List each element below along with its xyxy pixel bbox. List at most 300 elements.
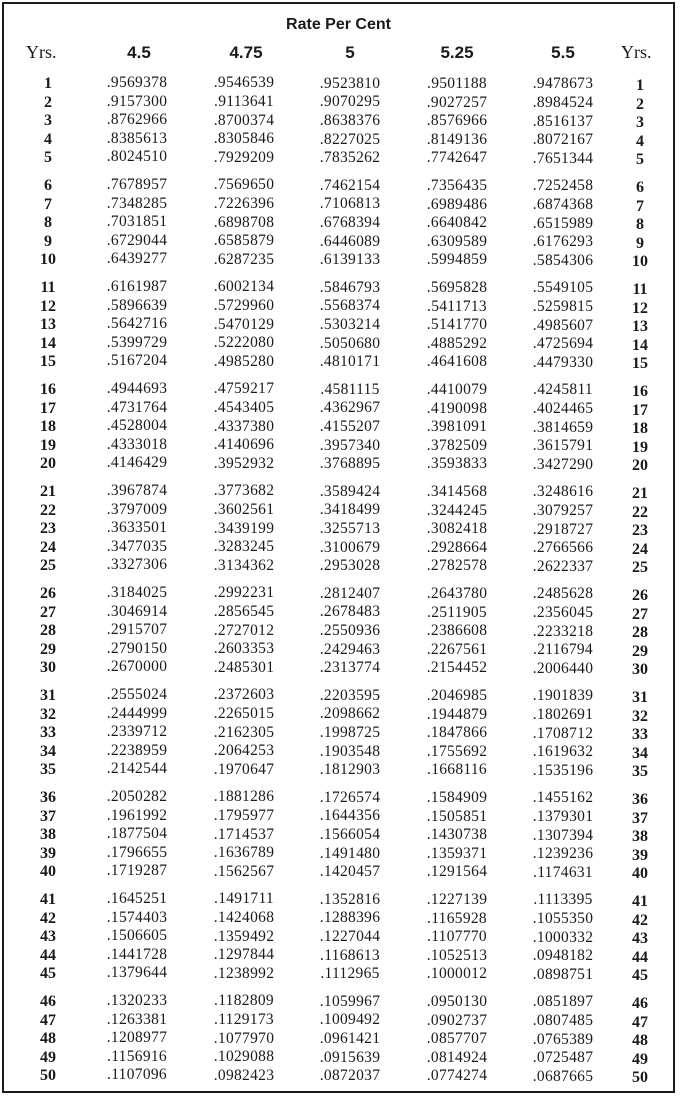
table-cell: .4725694 — [532, 335, 594, 353]
table-cell: .5259815 — [532, 298, 594, 315]
row-year-right: 16 — [632, 383, 648, 400]
table-cell: .2918727 — [532, 520, 594, 538]
row-year-right: 47 — [632, 1013, 648, 1031]
table-cell: .2953028 — [319, 557, 381, 575]
row-year-right: 6 — [636, 179, 644, 196]
row-year-left: 38 — [40, 826, 56, 844]
table-cell: .7742647 — [426, 149, 488, 167]
row-year-left: 31 — [40, 687, 56, 704]
table-cell: .1726574 — [319, 788, 381, 806]
table-cell: .3255713 — [319, 519, 381, 537]
row-year-right: 36 — [632, 791, 648, 808]
table-cell: .1961992 — [106, 806, 168, 824]
table-cell: .6161987 — [106, 278, 168, 295]
table-cell: .1574403 — [106, 908, 168, 926]
table-cell: .4333018 — [106, 435, 168, 453]
table-cell: .2050282 — [106, 788, 168, 805]
row-year-right: 38 — [632, 828, 648, 846]
table-cell: .0982423 — [213, 1066, 275, 1084]
table-cell: .2006440 — [532, 659, 594, 677]
table-cell: .8762966 — [106, 111, 168, 129]
table-cell: .9157300 — [106, 92, 168, 110]
table-cell: .8305846 — [213, 130, 275, 148]
table-cell: .1320233 — [106, 992, 168, 1009]
table-cell: .1107096 — [107, 1066, 167, 1084]
row-year-left: 32 — [40, 705, 56, 723]
table-cell: .5303214 — [319, 315, 381, 333]
table-title: Rate Per Cent — [286, 16, 391, 33]
table-cell: .1239236 — [532, 845, 594, 863]
table-cell: .4985607 — [532, 316, 594, 334]
row-year-left: 36 — [40, 789, 56, 806]
row-year-right: 33 — [632, 726, 648, 744]
table-cell: .7929209 — [213, 148, 275, 166]
table-cell: .4985280 — [213, 352, 275, 370]
row-year-left: 20 — [40, 455, 56, 473]
table-cell: .2727012 — [213, 621, 275, 639]
table-cell: .6640842 — [426, 214, 488, 232]
table-cell: .1307394 — [532, 826, 594, 844]
row-year-right: 37 — [632, 809, 648, 827]
table-cell: .6874368 — [532, 196, 594, 213]
table-cell: .0814924 — [426, 1048, 488, 1066]
row-year-right: 45 — [632, 967, 648, 985]
table-cell: .1944879 — [426, 705, 488, 723]
row-year-right: 27 — [632, 605, 648, 623]
row-year-left: 34 — [40, 742, 56, 760]
table-cell: .1491711 — [214, 890, 274, 908]
row-year-right: 18 — [632, 420, 648, 438]
table-cell: .0950130 — [426, 993, 488, 1011]
row-year-right: 46 — [632, 995, 648, 1012]
table-cell: .3814659 — [532, 418, 594, 436]
table-cell: .0807485 — [532, 1012, 594, 1029]
table-cell: .2154452 — [426, 659, 488, 677]
table-cell: .1998725 — [319, 723, 381, 741]
row-year-right: 7 — [636, 197, 644, 215]
table-cell: .6002134 — [213, 278, 275, 296]
table-cell: .7462154 — [319, 176, 381, 194]
table-cell: .1644356 — [319, 807, 381, 825]
table-cell: .5549105 — [532, 279, 594, 297]
table-cell: .2064253 — [213, 742, 275, 760]
table-cell: .1174631 — [533, 863, 593, 881]
table-cell: .7106813 — [319, 195, 381, 213]
table-cell: .1379644 — [106, 964, 168, 982]
table-cell: .1000332 — [532, 928, 594, 946]
table-cell: .1059967 — [319, 992, 381, 1010]
row-year-right: 24 — [632, 540, 648, 558]
row-year-right: 48 — [632, 1032, 648, 1050]
table-cell: .2203595 — [319, 686, 381, 704]
row-year-left: 13 — [40, 316, 56, 334]
table-cell: .6768394 — [319, 213, 381, 231]
table-cell: .1112965 — [320, 965, 380, 983]
table-cell: .8227025 — [319, 130, 381, 148]
row-year-right: 1 — [636, 77, 644, 94]
table-cell: .4885292 — [426, 334, 488, 352]
table-cell: .2386608 — [426, 622, 488, 640]
table-cell: .1168613 — [320, 946, 380, 964]
table-cell: .3967874 — [106, 482, 168, 499]
row-year-left: 9 — [44, 232, 52, 250]
row-year-left: 21 — [40, 483, 56, 500]
row-year-left: 11 — [40, 279, 56, 296]
table-cell: .1535196 — [532, 761, 594, 779]
table-cell: .2238959 — [106, 741, 168, 759]
table-cell: .1719287 — [106, 862, 168, 880]
table-cell: .5846793 — [319, 278, 381, 296]
table-cell: .1455162 — [532, 789, 594, 807]
table-cell: .1645251 — [106, 890, 168, 907]
table-cell: .3957340 — [319, 436, 381, 454]
table-cell: .2766566 — [532, 539, 594, 557]
row-year-right: 29 — [632, 642, 648, 660]
row-year-right: 31 — [632, 689, 648, 706]
table-cell: .1970647 — [213, 760, 275, 778]
table-cell: .6898708 — [213, 213, 275, 231]
row-year-left: 49 — [40, 1048, 56, 1066]
table-cell: .5642716 — [106, 315, 168, 333]
table-cell: .0774274 — [426, 1067, 488, 1085]
row-year-right: 13 — [632, 318, 648, 336]
table-cell: .1506605 — [106, 927, 168, 945]
table-cell: .2313774 — [319, 659, 381, 677]
row-year-left: 5 — [44, 149, 52, 167]
table-cell: .9546539 — [213, 74, 275, 92]
row-year-left: 46 — [40, 993, 56, 1010]
table-cell: .3439199 — [213, 519, 275, 537]
table-cell: .1636789 — [213, 844, 275, 862]
table-cell: .4731764 — [106, 398, 168, 416]
table-cell: .1052513 — [426, 946, 488, 964]
table-cell: .9478673 — [532, 75, 594, 93]
row-year-right: 10 — [632, 253, 648, 271]
table-cell: .0898751 — [532, 965, 594, 983]
row-year-right: 23 — [632, 522, 648, 540]
row-year-left: 25 — [40, 557, 56, 575]
table-cell: .1424068 — [213, 908, 275, 926]
table-cell: .5141770 — [426, 316, 488, 334]
row-year-left: 7 — [44, 195, 52, 213]
table-cell: .1795977 — [213, 806, 275, 824]
row-year-left: 4 — [44, 130, 52, 148]
table-cell: .1029088 — [213, 1048, 275, 1066]
table-cell: .3797009 — [106, 500, 168, 518]
table-cell: .5854306 — [532, 251, 594, 269]
table-cell: .2372603 — [213, 686, 275, 704]
table-cell: .6989486 — [426, 195, 488, 213]
table-cell: .0725487 — [532, 1049, 594, 1067]
table-cell: .6176293 — [532, 233, 594, 251]
rate-header-5-5: 5.5 — [551, 43, 575, 62]
table-cell: .1359371 — [426, 844, 488, 862]
table-cell: .0872037 — [319, 1067, 381, 1085]
row-year-right: 41 — [632, 893, 648, 910]
table-cell: .3327306 — [106, 556, 168, 574]
table-cell: .1755692 — [426, 742, 488, 760]
years-header-left: Yrs. — [26, 42, 57, 62]
table-cell: .4024465 — [532, 400, 594, 417]
table-cell: .2790150 — [106, 639, 168, 657]
table-cell: .6309589 — [426, 232, 488, 250]
row-year-right: 28 — [632, 624, 648, 642]
table-cell: .4641608 — [426, 353, 488, 371]
table-cell: .7569650 — [213, 176, 275, 194]
table-cell: .2511905 — [427, 603, 487, 621]
table-cell: .1182809 — [214, 992, 274, 1010]
table-cell: .1903548 — [319, 742, 381, 760]
table-cell: .0687665 — [532, 1067, 594, 1085]
table-cell: .1359492 — [213, 927, 275, 945]
row-year-left: 41 — [40, 891, 56, 908]
row-year-left: 23 — [40, 520, 56, 538]
table-cell: .3782509 — [426, 436, 488, 454]
table-cell: .1420457 — [319, 863, 381, 881]
table-cell: .5470129 — [213, 315, 275, 333]
table-cell: .4410079 — [426, 381, 488, 399]
table-cell: .6515989 — [532, 214, 594, 232]
table-cell: .5222080 — [213, 334, 275, 352]
table-cell: .4362967 — [319, 399, 381, 417]
table-cell: .1000012 — [426, 965, 488, 983]
table-cell: .4944693 — [106, 380, 168, 397]
table-cell: .6446089 — [319, 232, 381, 250]
table-cell: .7651344 — [532, 149, 594, 167]
row-year-right: 19 — [632, 438, 648, 456]
table-cell: .1877504 — [106, 825, 168, 843]
row-year-left: 42 — [40, 909, 56, 927]
row-year-right: 12 — [632, 299, 648, 317]
table-cell: .1227139 — [426, 891, 488, 909]
table-cell: .9523810 — [319, 74, 381, 92]
table-cell: .8576966 — [426, 112, 488, 130]
row-year-right: 35 — [632, 763, 648, 781]
table-cell: .8700374 — [213, 111, 275, 129]
row-year-left: 18 — [40, 418, 56, 436]
table-cell: .3773682 — [213, 482, 275, 500]
table-cell: .1263381 — [106, 1010, 168, 1028]
row-year-left: 19 — [40, 436, 56, 454]
table-cell: .2485301 — [213, 658, 275, 676]
row-year-right: 39 — [632, 846, 648, 864]
table-cell: .1619632 — [532, 743, 594, 761]
row-year-left: 3 — [44, 112, 52, 130]
row-year-left: 15 — [40, 353, 56, 371]
table-cell: .2098662 — [319, 705, 381, 723]
table-cell: .7031851 — [106, 213, 168, 231]
table-cell: .2356045 — [532, 604, 594, 621]
table-cell: .3615791 — [532, 437, 594, 455]
row-year-left: 26 — [40, 585, 56, 602]
row-year-right: 43 — [632, 930, 648, 948]
row-year-left: 45 — [40, 965, 56, 983]
table-cell: .5695828 — [426, 279, 488, 297]
table-cell: .1297844 — [213, 946, 275, 964]
table-cell: .8516137 — [532, 112, 594, 130]
row-year-right: 11 — [632, 281, 648, 298]
row-year-right: 25 — [632, 559, 648, 577]
table-cell: .0915639 — [319, 1048, 381, 1066]
table-cell: .6585879 — [213, 232, 275, 250]
row-year-left: 12 — [40, 297, 56, 315]
table-cell: .9027257 — [426, 93, 488, 111]
row-year-right: 20 — [632, 457, 648, 475]
table-cell: .1238992 — [213, 964, 275, 982]
table-cell: .0948182 — [532, 947, 594, 965]
table-cell: .4190098 — [426, 399, 488, 417]
table-cell: .1812903 — [319, 761, 381, 779]
table-cell: .2444999 — [106, 704, 168, 722]
row-year-right: 5 — [636, 151, 644, 169]
table-cell: .3134362 — [213, 556, 275, 574]
table-cell: .1107770 — [427, 928, 487, 946]
table-cell: .3248616 — [532, 483, 594, 501]
table-cell: .4810171 — [319, 353, 381, 371]
table-cell: .1441728 — [106, 945, 168, 963]
row-year-right: 26 — [632, 587, 648, 604]
row-year-right: 42 — [632, 911, 648, 929]
table-cell: .4543405 — [213, 398, 275, 416]
table-cell: .9070295 — [319, 93, 381, 111]
row-year-left: 8 — [44, 214, 52, 232]
table-cell: .6439277 — [106, 250, 168, 268]
table-cell: .5399729 — [106, 333, 168, 351]
table-cell: .3768895 — [319, 455, 381, 473]
row-year-left: 30 — [40, 659, 56, 677]
table-cell: .1505851 — [426, 807, 488, 825]
table-cell: .4581115 — [320, 380, 380, 398]
row-year-right: 30 — [632, 661, 648, 679]
table-cell: .3184025 — [106, 584, 168, 601]
table-cell: .8072167 — [532, 131, 594, 149]
table-cell: .5411713 — [427, 297, 487, 315]
table-cell: .1491480 — [319, 844, 381, 862]
table-cell: .2485628 — [532, 585, 594, 603]
row-year-right: 44 — [632, 948, 648, 966]
table-cell: .5568374 — [319, 297, 381, 315]
table-cell: .2265015 — [213, 704, 275, 722]
table-cell: .1796655 — [106, 843, 168, 861]
table-cell: .6139133 — [319, 251, 381, 269]
table-cell: .1379301 — [532, 808, 594, 825]
table-cell: .2046985 — [426, 687, 488, 705]
table-cell: .2915707 — [106, 621, 168, 639]
table-cell: .5167204 — [106, 352, 168, 370]
table-cell: .9569378 — [106, 74, 168, 91]
table-cell: .5994859 — [426, 251, 488, 269]
row-year-right: 8 — [636, 216, 644, 234]
row-year-right: 32 — [632, 707, 648, 725]
row-year-left: 27 — [40, 603, 56, 621]
row-year-right: 17 — [632, 401, 648, 419]
table-cell: .1566054 — [319, 825, 381, 843]
rate-header-4-75: 4.75 — [229, 43, 263, 62]
row-year-left: 39 — [40, 844, 56, 862]
table-cell: .3981091 — [426, 418, 488, 436]
table-cell: .3589424 — [319, 482, 381, 500]
table-cell: .1129173 — [214, 1010, 274, 1028]
table-cell: .4140696 — [213, 436, 275, 454]
table-cell: .1714537 — [213, 825, 275, 843]
table-cell: .9113641 — [214, 92, 274, 110]
table-cell: .8024510 — [106, 148, 168, 166]
table-cell: .3082418 — [426, 520, 488, 538]
table-cell: .0851897 — [532, 993, 594, 1011]
table-cell: .2339712 — [106, 723, 168, 741]
table-cell: .2162305 — [213, 723, 275, 741]
table-cell: .2678483 — [319, 603, 381, 621]
table-cell: .1881286 — [213, 788, 275, 806]
row-year-left: 50 — [40, 1067, 56, 1085]
table-cell: .5896639 — [106, 296, 168, 314]
table-cell: .2856545 — [213, 602, 275, 620]
table-cell: .1113395 — [533, 891, 593, 909]
table-cell: .4759217 — [213, 380, 275, 398]
row-year-left: 22 — [40, 501, 56, 519]
table-cell: .0765389 — [532, 1030, 594, 1048]
table-cell: .2142544 — [106, 760, 168, 778]
table-cell: .3602561 — [213, 500, 275, 518]
table-cell: .1227044 — [319, 927, 381, 945]
row-year-right: 49 — [632, 1050, 648, 1068]
table-cell: .2267561 — [426, 640, 488, 658]
table-cell: .3046914 — [106, 602, 168, 620]
row-year-right: 3 — [636, 114, 644, 132]
row-year-right: 4 — [636, 132, 644, 150]
row-year-left: 29 — [40, 640, 56, 658]
row-year-left: 17 — [40, 399, 56, 417]
row-year-left: 33 — [40, 724, 56, 742]
table-cell: .5050680 — [319, 334, 381, 352]
row-year-right: 9 — [636, 234, 644, 252]
table-cell: .2116794 — [533, 641, 593, 659]
table-cell: .1291564 — [426, 863, 488, 881]
row-year-right: 34 — [632, 744, 648, 762]
row-year-left: 35 — [40, 761, 56, 779]
table-cell: .3593833 — [426, 455, 488, 473]
table-cell: .3100679 — [319, 538, 381, 556]
row-year-left: 40 — [40, 863, 56, 881]
table-cell: .3633501 — [106, 519, 168, 537]
table-cell: .3079257 — [532, 502, 594, 519]
table-cell: .8385613 — [106, 129, 168, 147]
table-cell: .6287235 — [213, 250, 275, 268]
table-cell: .3477035 — [106, 537, 168, 555]
table-cell: .2555024 — [106, 686, 168, 703]
table-cell: .1562567 — [213, 862, 275, 880]
table-cell: .6729044 — [106, 231, 168, 249]
table-cell: .2782578 — [426, 557, 488, 575]
row-year-right: 50 — [632, 1069, 648, 1087]
row-year-left: 1 — [44, 75, 52, 92]
table-cell: .9501188 — [427, 75, 487, 93]
table-cell: .0857707 — [426, 1030, 488, 1048]
row-year-left: 14 — [40, 334, 56, 352]
row-year-left: 2 — [44, 93, 52, 111]
table-cell: .4146429 — [106, 454, 168, 472]
table-cell: .1208977 — [106, 1029, 168, 1047]
table-cell: .3952932 — [213, 454, 275, 472]
table-cell: .3414568 — [426, 483, 488, 501]
table-cell: .2670000 — [106, 658, 168, 676]
table-cell: .1708712 — [532, 724, 594, 742]
table-cell: .7252458 — [532, 177, 594, 195]
table-cell: .3418499 — [319, 501, 381, 519]
table-frame — [2, 2, 675, 1093]
row-year-right: 21 — [632, 485, 648, 502]
table-cell: .2812407 — [319, 584, 381, 602]
